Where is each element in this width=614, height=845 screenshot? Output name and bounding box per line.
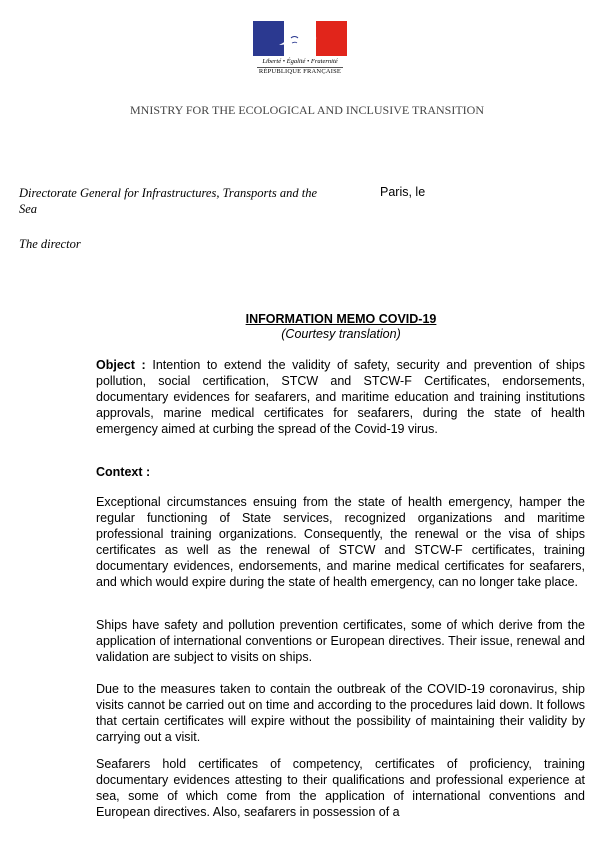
memo-title: INFORMATION MEMO COVID-19	[245, 312, 437, 326]
logo-motto: Liberté • Égalité • Fraternité	[262, 58, 338, 65]
directorate-name: Directorate General for Infrastructures, Transports and the Sea	[19, 186, 318, 216]
object-text: Intention to extend the validity of safety, security and prevention of ships pollution, social certification, STCW and STCW-F Certificates, endorsements, documentary evidences for seafarers, and maritime education and training institutions approvals, marine medical certificates for seafarers, during the state of health emergency aimed at curbing the spread of the Covid-19 virus.	[96, 358, 585, 437]
context-paragraph-4: Seafarers hold certificates of competency, certificates of proficiency, training documentary evidences attesting to their qualifications and professional experience at sea, some of which come from the application of international conventions and European directives. Also, seafarers in possession of a	[96, 757, 585, 820]
marianne-flag-icon	[253, 21, 347, 56]
signatory: The director	[19, 237, 81, 251]
object-paragraph	[96, 357, 585, 437]
object-label: Object :	[96, 358, 146, 372]
context-paragraph-2: Ships have safety and pollution prevention certificates, some of which derive from the application of international conventions or European directives. Their issue, renewal and validation are subject to visits on ships.	[96, 618, 585, 665]
logo-republic-text: RÉPUBLIQUE FRANÇAISE	[258, 68, 342, 74]
republique-francaise-logo	[253, 21, 347, 74]
memo-subtitle: (Courtesy translation)	[281, 327, 401, 341]
context-paragraph-3: Due to the measures taken to contain the outbreak of the COVID-19 coronavirus, ship visits cannot be carried out on time and according to the procedures laid down. It follows that certain certificates will expire without the possibility of maintaining their validity by carrying out a visit.	[96, 682, 585, 745]
ministry-name: MNISTRY FOR THE ECOLOGICAL AND INCLUSIVE TRANSITION	[129, 103, 484, 117]
place-date: Paris, le	[380, 185, 426, 199]
context-paragraph-1: Exceptional circumstances ensuing from the state of health emergency, hamper the regular functioning of State services, recognized organizations and maritime professional training organizations. Consequently, the renewal or the visa of ships certificates as well as the renewal of STCW and STCW-F certificates, training documentary evidences, endorsements, and marine medical certificates for seafarers, and which would expire during the state of health emergency, can no longer take place.	[96, 495, 585, 590]
context-heading: Context :	[96, 465, 151, 479]
